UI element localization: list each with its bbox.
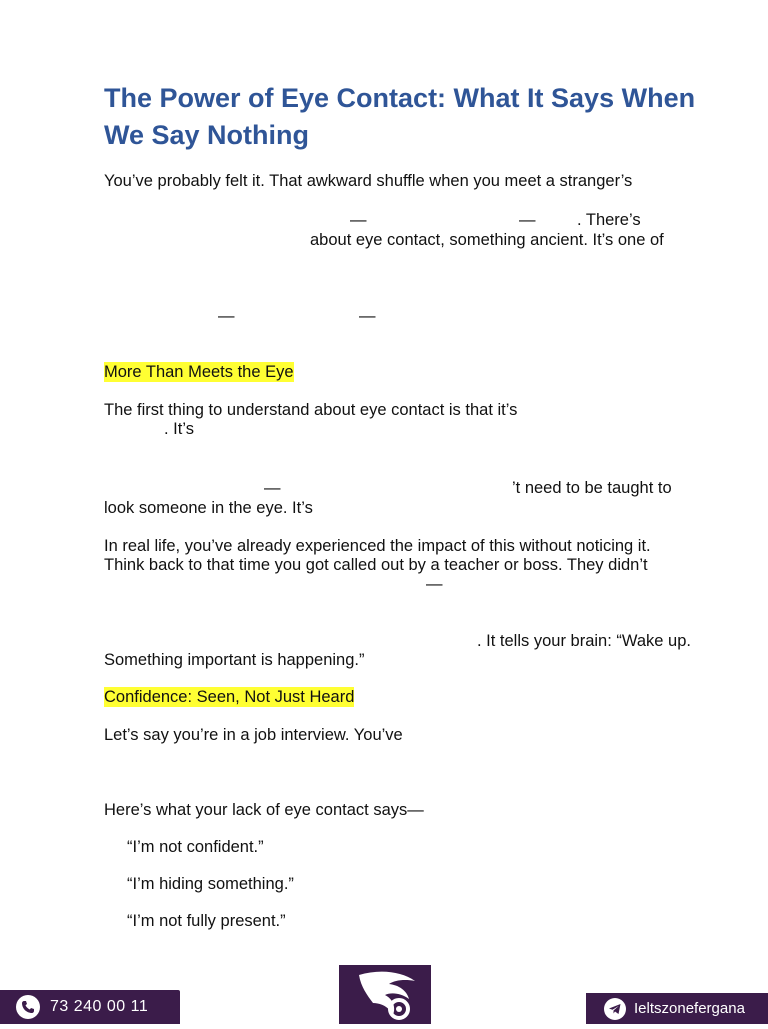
eagle-logo-icon (339, 965, 431, 1024)
paragraph-line: . It tells your brain: “Wake up. (477, 632, 691, 650)
paragraph-line: . There’s (577, 211, 641, 229)
paragraph-line: ’t need to be taught to (512, 479, 672, 497)
paragraph-line: . It’s (164, 420, 194, 438)
page-title: The Power of Eye Contact: What It Says When We Say Nothing (104, 83, 696, 150)
phone-icon (16, 995, 40, 1019)
paragraph-line: — (264, 479, 281, 497)
telegram-icon (604, 998, 626, 1020)
section-heading: More Than Meets the Eye (104, 363, 294, 381)
quote-line: “I’m hiding something.” (127, 875, 294, 893)
paragraph-line: — (218, 307, 235, 325)
paragraph-line: — (350, 211, 367, 229)
telegram-handle[interactable]: Ieltszonefergana (634, 1000, 745, 1017)
paragraph-line: — (519, 211, 536, 229)
paragraph-line: In real life, you’ve already experienced the impact of this without noticing it. (104, 537, 651, 555)
paragraph-line: — (359, 307, 376, 325)
paragraph-line: Something important is happening.” (104, 651, 365, 669)
phone-number: 73 240 00 11 (50, 998, 149, 1015)
paragraph-line: Here’s what your lack of eye contact says— (104, 801, 424, 819)
paragraph-line: You’ve probably felt it. That awkward shuffle when you meet a stranger’s (104, 172, 633, 190)
paragraph-line: about eye contact, something ancient. It’s one of (310, 231, 664, 249)
paragraph-line: Think back to that time you got called out by a teacher or boss. They didn’t (104, 556, 648, 574)
paragraph-line: The first thing to understand about eye contact is that it’s (104, 401, 518, 419)
footer-telegram[interactable] (586, 993, 768, 1024)
paragraph-line: look someone in the eye. It’s (104, 499, 313, 517)
paragraph-line: Let’s say you’re in a job interview. You’ve (104, 726, 403, 744)
quote-line: “I’m not confident.” (127, 838, 264, 856)
footer-phone (0, 990, 180, 1024)
section-heading: Confidence: Seen, Not Just Heard (104, 688, 355, 706)
paragraph-line: — (426, 575, 443, 593)
quote-line: “I’m not fully present.” (127, 912, 286, 930)
